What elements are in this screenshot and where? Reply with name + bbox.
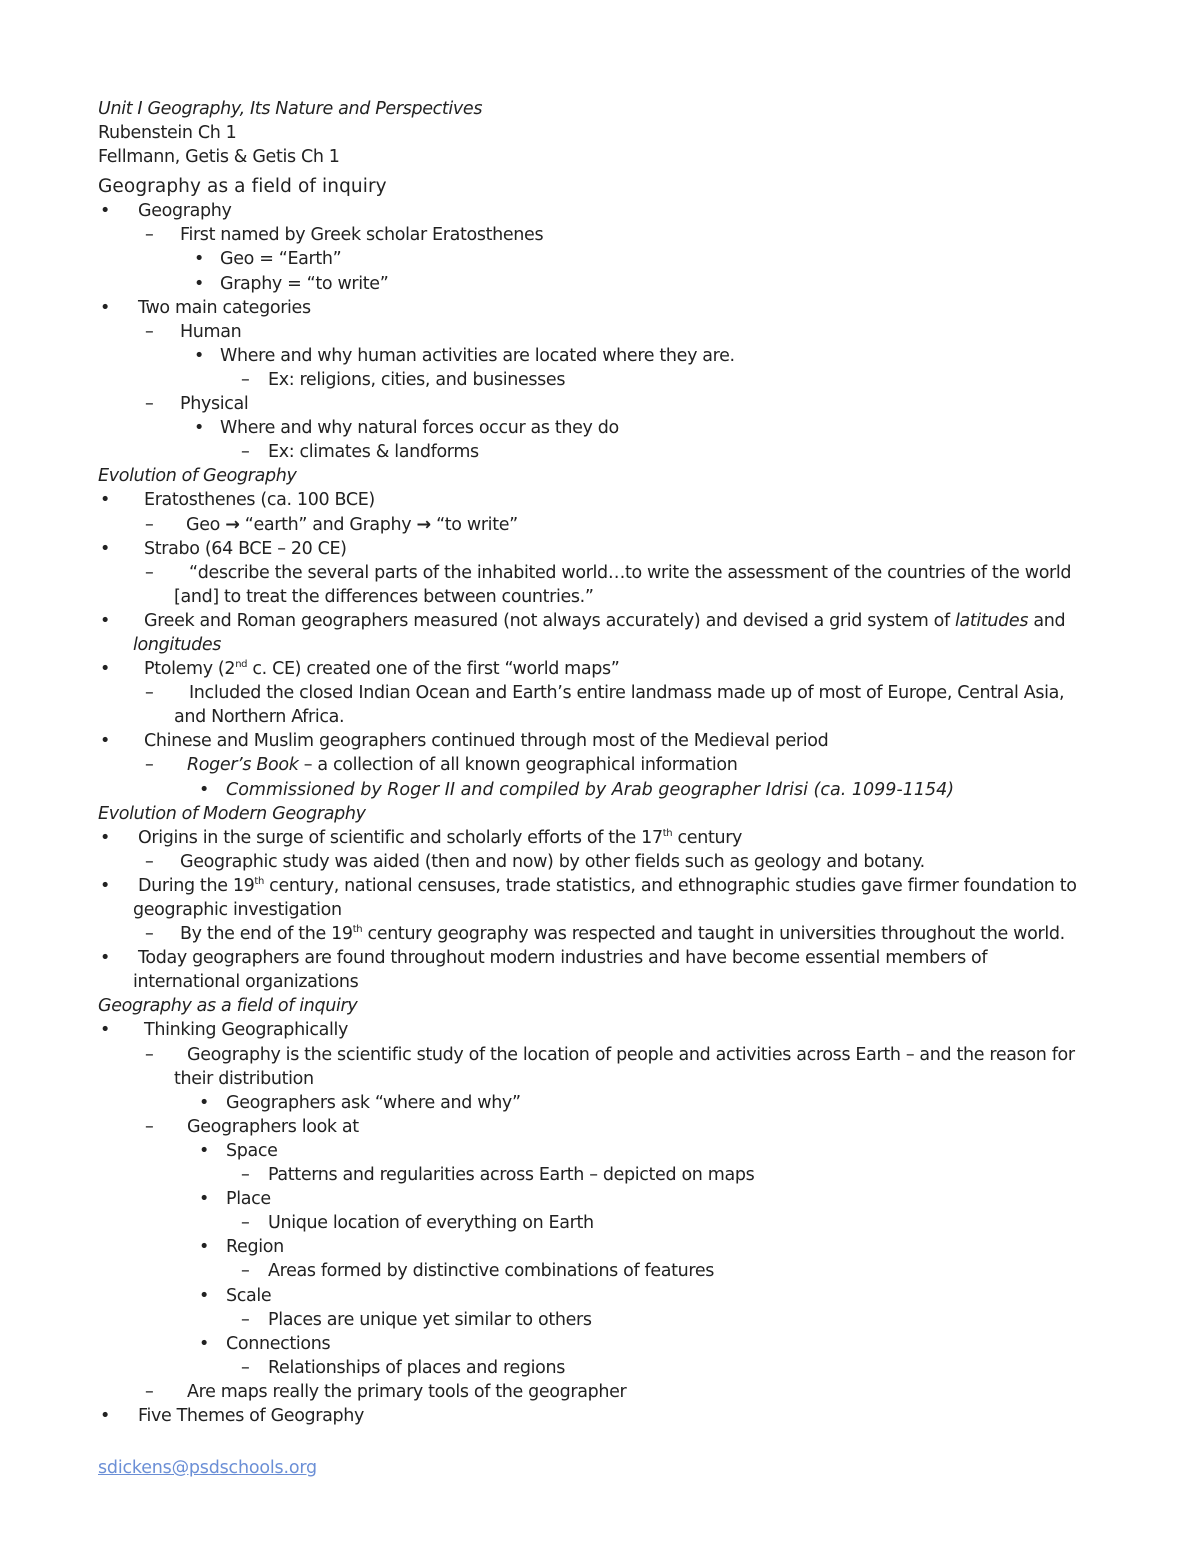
list-item xyxy=(0,850,1200,874)
list-item xyxy=(0,1187,1200,1211)
list-item-text xyxy=(186,513,518,537)
list-item xyxy=(0,826,1200,850)
list-item xyxy=(0,1404,1200,1428)
list-item-text: Geographic study was aided (then and now) by other fields such as geology and botany. xyxy=(180,851,925,872)
text-run: Ptolemy (2 xyxy=(144,659,236,680)
text-run: – a collection of all known geographical information xyxy=(303,755,738,776)
dash-icon: – xyxy=(145,755,154,776)
reference-line xyxy=(0,145,1200,169)
dash-icon: – xyxy=(145,851,154,872)
list-item xyxy=(0,1091,1200,1115)
list-item xyxy=(0,199,1200,223)
list-item xyxy=(0,344,1200,368)
list-item-text: Places are unique yet similar to others xyxy=(268,1309,592,1330)
list-item-text: Eratosthenes (ca. 100 BCE) xyxy=(144,490,375,511)
bullet-icon xyxy=(194,416,204,440)
list-item xyxy=(0,729,1200,753)
list-item-text xyxy=(180,922,1065,946)
list-item xyxy=(0,416,1200,440)
list-item xyxy=(0,1211,1200,1235)
dash-icon: – xyxy=(241,1165,250,1186)
bullet-icon xyxy=(100,1018,110,1042)
list-item-text: Where and why natural forces occur as they do xyxy=(220,418,619,439)
list-item xyxy=(0,368,1200,392)
doc-title: Unit I Geography, Its Nature and Perspectives xyxy=(98,99,483,119)
list-item xyxy=(0,609,1200,633)
arrow-icon: → xyxy=(225,514,240,535)
text-run: Greek and Roman geographers measured (not always accurately) and devised a grid system of xyxy=(144,610,950,631)
dash-icon: – xyxy=(145,514,154,535)
dash-icon: – xyxy=(241,442,250,463)
list-item-text: Scale xyxy=(226,1285,272,1306)
reference: Rubenstein Ch 1 xyxy=(98,123,237,144)
dash-icon: – xyxy=(145,1116,154,1137)
list-item-text: Areas formed by distinctive combinations of features xyxy=(268,1261,715,1282)
bullet-icon xyxy=(199,1332,209,1356)
dash-icon: – xyxy=(241,1261,250,1282)
list-item-text: Chinese and Muslim geographers continued through most of the Medieval period xyxy=(144,731,829,752)
list-item-text: Geography xyxy=(138,201,232,222)
arrow-icon: → xyxy=(416,514,431,535)
list-item-text: Geographers look at xyxy=(187,1116,359,1137)
list-item-text xyxy=(187,753,737,777)
section-heading: Evolution of Modern Geography xyxy=(98,803,366,824)
list-item-text: Region xyxy=(226,1237,284,1258)
list-item-continuation xyxy=(0,1067,1200,1091)
list-item xyxy=(0,946,1200,970)
dash-icon: – xyxy=(241,1309,250,1330)
list-item xyxy=(0,223,1200,247)
bullet-icon xyxy=(100,729,110,753)
dash-icon: – xyxy=(145,225,154,246)
list-item-text: “describe the several parts of the inhabited world…to write the assessment of the countries of the world xyxy=(189,562,1072,583)
list-item xyxy=(0,753,1200,777)
list-item xyxy=(0,1308,1200,1332)
section-heading: Evolution of Geography xyxy=(98,466,297,487)
list-item-text: longitudes xyxy=(133,634,222,655)
bullet-icon xyxy=(199,1139,209,1163)
document-body xyxy=(0,97,1200,1428)
superscript: nd xyxy=(235,659,248,671)
list-item-text: Thinking Geographically xyxy=(144,1020,348,1041)
text-run: latitudes xyxy=(955,610,1029,631)
bullet-icon xyxy=(100,537,110,561)
list-item-text: geographic investigation xyxy=(133,900,342,920)
list-item xyxy=(0,513,1200,537)
list-item-text: First named by Greek scholar Eratosthenes xyxy=(180,225,544,246)
list-item-text: Geo = “Earth” xyxy=(220,249,342,270)
list-item-continuation xyxy=(0,898,1200,922)
list-item xyxy=(0,296,1200,320)
list-item-text: Where and why human activities are located where they are. xyxy=(220,345,735,366)
list-item-text xyxy=(138,874,1077,898)
list-item-text: Patterns and regularities across Earth – depicted on maps xyxy=(268,1165,755,1186)
bullet-icon xyxy=(100,199,110,223)
bullet-icon xyxy=(100,296,110,320)
list-item-text: Connections xyxy=(226,1333,331,1354)
bullet-icon xyxy=(199,778,209,802)
text-run: Roger’s Book xyxy=(187,755,299,776)
bullet-icon xyxy=(100,657,110,681)
bullet-icon xyxy=(199,1235,209,1259)
list-item-continuation xyxy=(0,585,1200,609)
superscript: th xyxy=(662,827,673,839)
list-item xyxy=(0,272,1200,296)
list-item xyxy=(0,1332,1200,1356)
text-run: and xyxy=(1033,610,1066,631)
list-item-text: [and] to treat the differences between countries.” xyxy=(174,586,594,607)
list-item-text: Strabo (64 BCE – 20 CE) xyxy=(144,538,347,559)
list-item xyxy=(0,392,1200,416)
list-item-text: Graphy = “to write” xyxy=(220,273,389,294)
list-item xyxy=(0,1235,1200,1259)
section-heading-line xyxy=(0,802,1200,826)
text-run: c. CE) created one of the first “world maps” xyxy=(252,659,620,680)
list-item xyxy=(0,1139,1200,1163)
text-run: Geo xyxy=(186,514,220,535)
text-run: century geography was respected and taught in universities throughout the world. xyxy=(367,924,1065,945)
bullet-icon xyxy=(100,1404,110,1428)
list-item xyxy=(0,657,1200,681)
list-item xyxy=(0,778,1200,802)
list-item xyxy=(0,1018,1200,1042)
list-item-text xyxy=(144,609,1065,633)
text-run: “to write” xyxy=(436,514,518,535)
list-item xyxy=(0,681,1200,705)
bullet-icon xyxy=(100,946,110,970)
dash-icon: – xyxy=(145,1044,154,1065)
text-run: By the end of the 19 xyxy=(180,924,353,945)
bullet-icon xyxy=(194,247,204,271)
list-item-text: Ex: religions, cities, and businesses xyxy=(268,369,566,390)
bullet-icon xyxy=(194,344,204,368)
list-item-text: international organizations xyxy=(133,972,359,993)
bullet-icon xyxy=(194,272,204,296)
list-item xyxy=(0,1356,1200,1380)
text-run: Origins in the surge of scientific and scholarly efforts of the 17 xyxy=(138,827,663,848)
list-item xyxy=(0,1043,1200,1067)
doc-title-line xyxy=(0,97,1200,121)
list-item-text: Place xyxy=(226,1189,271,1210)
list-item xyxy=(0,537,1200,561)
bullet-icon xyxy=(100,874,110,898)
superscript: th xyxy=(254,875,264,887)
reference-line xyxy=(0,121,1200,145)
list-item xyxy=(0,247,1200,271)
list-item-text: Commissioned by Roger II and compiled by Arab geographer Idrisi (ca. 1099-1154) xyxy=(226,779,955,800)
bullet-icon xyxy=(199,1284,209,1308)
list-item-text: Ex: climates & landforms xyxy=(268,442,479,463)
dash-icon: – xyxy=(241,369,250,390)
dash-icon: – xyxy=(145,562,154,583)
list-item-text: Relationships of places and regions xyxy=(268,1357,565,1378)
list-item-text: their distribution xyxy=(174,1068,314,1089)
text-run: century xyxy=(677,827,743,848)
list-item xyxy=(0,561,1200,585)
list-item xyxy=(0,440,1200,464)
footer-email-link[interactable]: sdickens@psdschools.org xyxy=(98,1458,317,1478)
section-heading-line xyxy=(0,169,1200,199)
dash-icon: – xyxy=(145,683,154,704)
section-heading: Geography as a field of inquiry xyxy=(98,996,358,1017)
list-item-text: and Northern Africa. xyxy=(174,707,345,728)
list-item xyxy=(0,1380,1200,1404)
superscript: th xyxy=(352,924,363,936)
list-item-text: Two main categories xyxy=(138,297,311,318)
bullet-icon xyxy=(199,1091,209,1115)
list-item-text: Five Themes of Geography xyxy=(138,1405,365,1426)
list-item-text: Geography is the scientific study of the location of people and activities across Earth – and the reason for xyxy=(187,1044,1075,1065)
bullet-icon xyxy=(100,488,110,512)
list-item xyxy=(0,922,1200,946)
list-item xyxy=(0,320,1200,344)
list-item-text: Are maps really the primary tools of the geographer xyxy=(187,1381,627,1402)
text-run: century, national censuses, trade statistics, and ethnographic studies gave firmer foundation to xyxy=(269,875,1077,896)
list-item-text: Space xyxy=(226,1140,278,1161)
list-item-text: Included the closed Indian Ocean and Earth’s entire landmass made up of most of Europe, Central Asia, xyxy=(189,683,1065,704)
text-run: “earth” and Graphy xyxy=(244,514,412,535)
list-item-text: Geographers ask “where and why” xyxy=(226,1092,521,1113)
dash-icon: – xyxy=(241,1213,250,1234)
list-item-text xyxy=(144,657,620,681)
dash-icon: – xyxy=(145,1381,154,1402)
list-item-continuation xyxy=(0,970,1200,994)
list-item xyxy=(0,1284,1200,1308)
text-run: During the 19 xyxy=(138,875,255,896)
list-item xyxy=(0,1115,1200,1139)
reference: Fellmann, Getis & Getis Ch 1 xyxy=(98,147,340,168)
list-item-text: Today geographers are found throughout modern industries and have become essential members of xyxy=(138,948,988,969)
list-item-text: Physical xyxy=(180,394,249,415)
list-item-text xyxy=(138,826,742,850)
list-item-continuation xyxy=(0,633,1200,657)
bullet-icon xyxy=(100,826,110,850)
list-item-continuation xyxy=(0,705,1200,729)
list-item xyxy=(0,1259,1200,1283)
dash-icon: – xyxy=(145,394,154,415)
list-item xyxy=(0,1163,1200,1187)
section-heading-line xyxy=(0,464,1200,488)
section-heading: Geography as a field of inquiry xyxy=(98,176,387,198)
list-item xyxy=(0,874,1200,898)
bullet-icon xyxy=(199,1187,209,1211)
list-item-text: Human xyxy=(180,321,242,342)
bullet-icon xyxy=(100,609,110,633)
dash-icon: – xyxy=(241,1357,250,1378)
section-heading-line xyxy=(0,994,1200,1018)
dash-icon: – xyxy=(145,924,154,945)
dash-icon: – xyxy=(145,321,154,342)
list-item xyxy=(0,488,1200,512)
list-item-text: Unique location of everything on Earth xyxy=(268,1213,594,1234)
